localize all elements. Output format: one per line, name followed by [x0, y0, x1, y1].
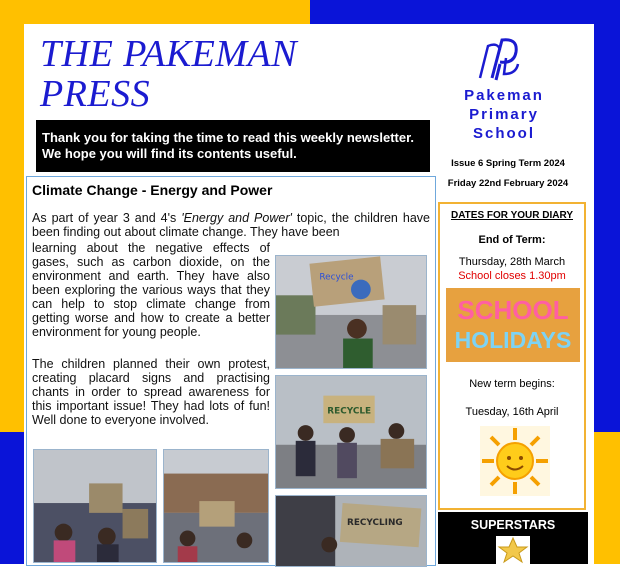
climate-change-article	[26, 176, 436, 566]
issue-date: Friday 22nd February 2024	[447, 178, 569, 189]
school-name: Pakeman Primary School	[464, 87, 544, 142]
border-yellow-top	[0, 0, 310, 24]
holiday-word: HOLIDAYS	[454, 327, 572, 353]
newsletter-title: THE PAKEMAN PRESS	[40, 33, 298, 115]
school-holidays-banner	[446, 288, 580, 362]
sign-text: RECYCLE	[327, 406, 372, 417]
superstars-heading: SUPERSTARS	[470, 518, 556, 532]
end-of-term-label: End of Term:	[478, 234, 546, 246]
welcome-line: Thank you for taking the time to read this weekly newsletter.	[42, 130, 415, 145]
protest-photo	[275, 375, 427, 489]
diary-panel	[438, 202, 586, 510]
border-blue-right	[594, 0, 620, 432]
protest-photo	[275, 255, 427, 369]
protest-photo	[163, 449, 269, 563]
border-blue-top	[310, 0, 620, 24]
sign-text: Recycle	[319, 272, 354, 283]
newsletter-page	[24, 24, 594, 564]
new-term-label: New term begins:	[469, 378, 555, 390]
border-blue-left	[0, 432, 24, 564]
issue-number: Issue 6 Spring Term 2024	[451, 158, 565, 169]
border-yellow-left	[0, 0, 24, 432]
sign-text: RECYCLING	[347, 518, 403, 529]
welcome-banner	[36, 120, 430, 172]
end-of-term-date: Thursday, 28th March	[458, 256, 566, 268]
article-paragraph: learning about the negative effects of gases, such as carbon dioxide, on the environment and earth. They have also been exploring the various ways that they can help to stop climate change from getting worse and how to create a better environment for young people.	[32, 241, 270, 339]
superstars-panel	[438, 512, 588, 564]
article-heading: Climate Change - Energy and Power	[32, 182, 273, 198]
diary-heading: DATES FOR YOUR DIARY	[450, 210, 574, 221]
holiday-word: SCHOOL	[457, 295, 569, 325]
article-paragraph: The children planned their own protest, creating placard signs and practising chants in order to spread awareness for this important issue! They had lots of fun! Well done to everyone involved.	[32, 357, 270, 427]
protest-photo	[33, 449, 157, 563]
new-term-date: Tuesday, 16th April	[465, 406, 559, 418]
welcome-line: We hope you will find its contents useful.	[42, 146, 297, 161]
closing-time: School closes 1.30pm	[458, 270, 566, 282]
protest-photo	[275, 495, 427, 567]
topic-name: 'Energy and Power'	[181, 211, 292, 225]
border-yellow-right	[594, 432, 620, 564]
article-intro: As part of year 3 and 4's 'Energy and Power' topic, the children have been finding out about climate change. They have been	[32, 211, 430, 239]
school-logo	[472, 34, 528, 84]
sun-icon	[480, 426, 550, 496]
star-icon	[496, 536, 530, 564]
